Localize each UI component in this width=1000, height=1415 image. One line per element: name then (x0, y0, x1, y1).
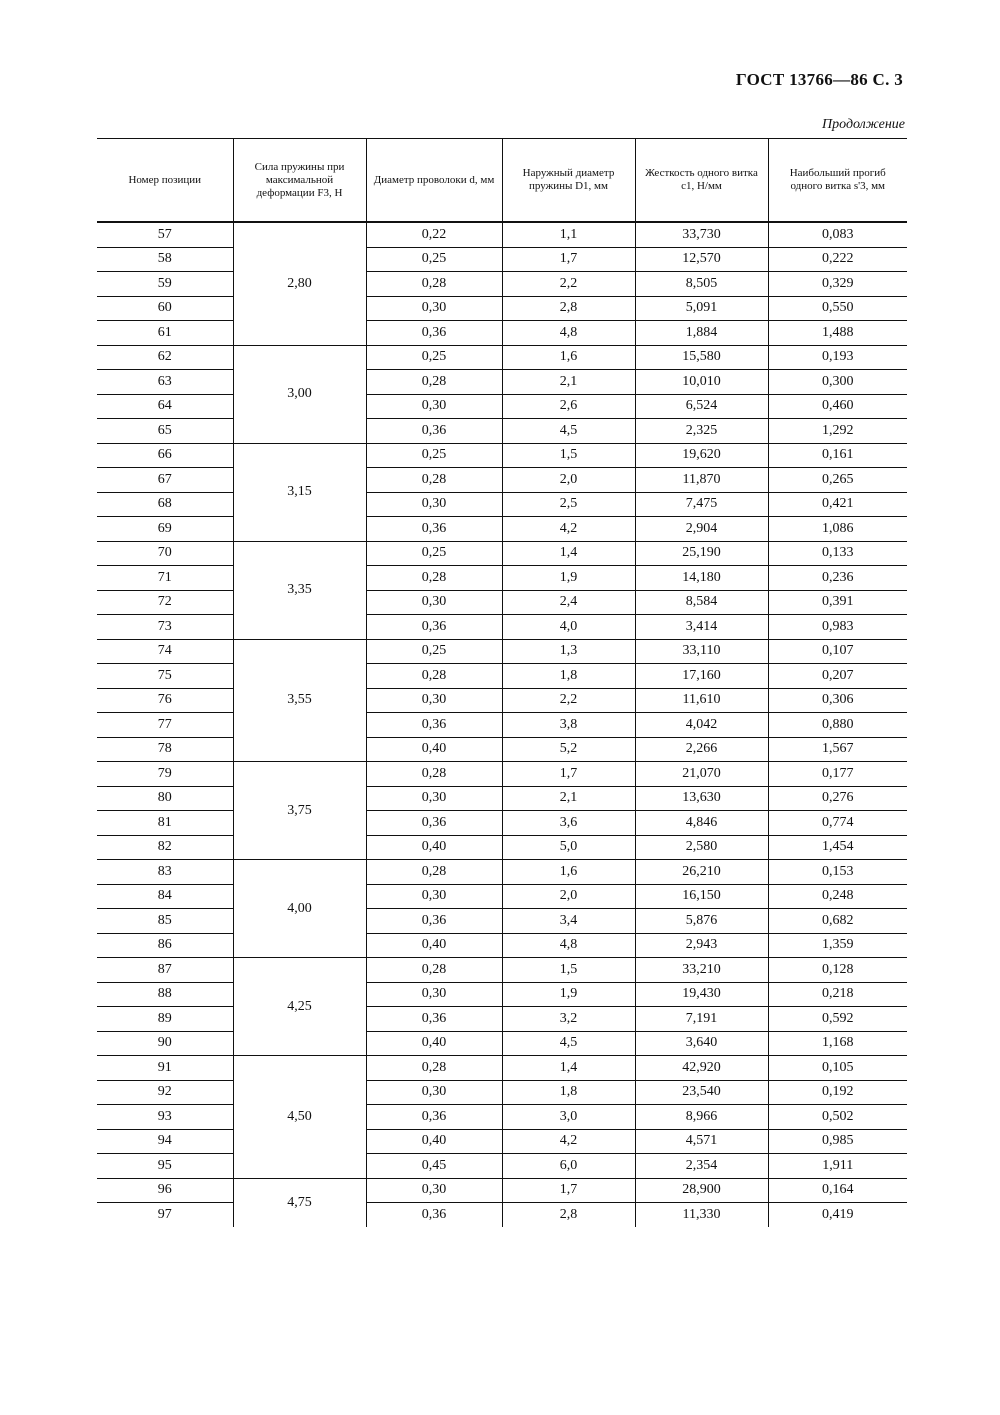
cell-stiffness: 2,325 (635, 419, 768, 444)
cell-wire-diameter: 0,30 (366, 688, 502, 713)
cell-force: 3,00 (233, 345, 366, 443)
table-row (97, 762, 907, 787)
column-header-deflection: Наибольший прогиб одного витка s'3, мм (768, 139, 907, 223)
cell-wire-diameter: 0,30 (366, 884, 502, 909)
cell-deflection: 0,083 (768, 222, 907, 247)
cell-stiffness: 17,160 (635, 664, 768, 689)
cell-stiffness: 1,884 (635, 321, 768, 346)
cell-outer-diameter: 1,8 (502, 1080, 635, 1105)
cell-position: 74 (97, 639, 233, 664)
cell-wire-diameter: 0,36 (366, 517, 502, 542)
column-header-outer-diameter: Наружный диаметр пружины D1, мм (502, 139, 635, 223)
cell-deflection: 0,107 (768, 639, 907, 664)
cell-stiffness: 16,150 (635, 884, 768, 909)
table-row (97, 786, 907, 811)
cell-outer-diameter: 1,4 (502, 1056, 635, 1081)
cell-stiffness: 4,846 (635, 811, 768, 836)
table-row (97, 394, 907, 419)
table-row (97, 884, 907, 909)
cell-wire-diameter: 0,28 (366, 860, 502, 885)
cell-wire-diameter: 0,28 (366, 1056, 502, 1081)
cell-deflection: 0,222 (768, 247, 907, 272)
cell-position: 61 (97, 321, 233, 346)
cell-deflection: 0,306 (768, 688, 907, 713)
cell-deflection: 0,207 (768, 664, 907, 689)
cell-stiffness: 4,571 (635, 1129, 768, 1154)
cell-stiffness: 15,580 (635, 345, 768, 370)
cell-deflection: 1,488 (768, 321, 907, 346)
table-row (97, 321, 907, 346)
cell-deflection: 0,265 (768, 468, 907, 493)
cell-force: 2,80 (233, 222, 366, 345)
cell-outer-diameter: 1,7 (502, 247, 635, 272)
table-row (97, 517, 907, 542)
cell-stiffness: 19,620 (635, 443, 768, 468)
cell-outer-diameter: 2,2 (502, 688, 635, 713)
cell-stiffness: 28,900 (635, 1178, 768, 1203)
cell-position: 93 (97, 1105, 233, 1130)
cell-deflection: 1,292 (768, 419, 907, 444)
cell-position: 96 (97, 1178, 233, 1203)
cell-wire-diameter: 0,30 (366, 492, 502, 517)
cell-stiffness: 8,966 (635, 1105, 768, 1130)
table-row (97, 713, 907, 738)
table-row (97, 1007, 907, 1032)
cell-position: 68 (97, 492, 233, 517)
table-row (97, 860, 907, 885)
cell-wire-diameter: 0,28 (366, 762, 502, 787)
table-row (97, 1031, 907, 1056)
cell-wire-diameter: 0,40 (366, 835, 502, 860)
cell-outer-diameter: 4,2 (502, 517, 635, 542)
cell-wire-diameter: 0,36 (366, 1105, 502, 1130)
column-header-position: Номер позиции (97, 139, 233, 223)
cell-wire-diameter: 0,30 (366, 1080, 502, 1105)
table-row (97, 345, 907, 370)
cell-stiffness: 5,091 (635, 296, 768, 321)
cell-outer-diameter: 1,6 (502, 345, 635, 370)
cell-deflection: 0,550 (768, 296, 907, 321)
table-row (97, 1129, 907, 1154)
cell-deflection: 1,454 (768, 835, 907, 860)
continuation-label: Продолжение (822, 117, 905, 132)
table-row (97, 247, 907, 272)
cell-deflection: 0,985 (768, 1129, 907, 1154)
cell-wire-diameter: 0,40 (366, 933, 502, 958)
cell-outer-diameter: 1,7 (502, 762, 635, 787)
cell-stiffness: 7,475 (635, 492, 768, 517)
cell-outer-diameter: 2,8 (502, 296, 635, 321)
cell-deflection: 0,218 (768, 982, 907, 1007)
cell-wire-diameter: 0,36 (366, 811, 502, 836)
cell-stiffness: 5,876 (635, 909, 768, 934)
cell-deflection: 0,105 (768, 1056, 907, 1081)
table-row (97, 1056, 907, 1081)
cell-outer-diameter: 2,1 (502, 370, 635, 395)
cell-force: 4,25 (233, 958, 366, 1056)
cell-stiffness: 11,610 (635, 688, 768, 713)
table-row (97, 443, 907, 468)
table-row (97, 664, 907, 689)
cell-outer-diameter: 3,6 (502, 811, 635, 836)
cell-stiffness: 2,904 (635, 517, 768, 542)
cell-position: 75 (97, 664, 233, 689)
cell-deflection: 1,567 (768, 737, 907, 762)
cell-outer-diameter: 3,8 (502, 713, 635, 738)
cell-wire-diameter: 0,25 (366, 443, 502, 468)
column-header-wire-diameter: Диаметр проволоки d, мм (366, 139, 502, 223)
cell-wire-diameter: 0,30 (366, 786, 502, 811)
cell-outer-diameter: 6,0 (502, 1154, 635, 1179)
cell-stiffness: 14,180 (635, 566, 768, 591)
cell-position: 67 (97, 468, 233, 493)
cell-wire-diameter: 0,30 (366, 1178, 502, 1203)
table-row (97, 1080, 907, 1105)
cell-position: 90 (97, 1031, 233, 1056)
table-row (97, 272, 907, 297)
cell-wire-diameter: 0,36 (366, 419, 502, 444)
cell-position: 78 (97, 737, 233, 762)
cell-position: 88 (97, 982, 233, 1007)
cell-deflection: 0,133 (768, 541, 907, 566)
cell-stiffness: 33,730 (635, 222, 768, 247)
cell-stiffness: 23,540 (635, 1080, 768, 1105)
cell-stiffness: 2,580 (635, 835, 768, 860)
cell-wire-diameter: 0,28 (366, 272, 502, 297)
cell-position: 62 (97, 345, 233, 370)
spring-parameters-table (97, 138, 907, 1227)
cell-stiffness: 3,414 (635, 615, 768, 640)
cell-position: 77 (97, 713, 233, 738)
cell-force: 4,00 (233, 860, 366, 958)
cell-outer-diameter: 4,8 (502, 321, 635, 346)
table-row (97, 835, 907, 860)
column-header-force: Сила пружины при максимальной деформации F3, Н (233, 139, 366, 223)
cell-wire-diameter: 0,30 (366, 296, 502, 321)
cell-wire-diameter: 0,45 (366, 1154, 502, 1179)
cell-outer-diameter: 1,8 (502, 664, 635, 689)
cell-position: 83 (97, 860, 233, 885)
cell-deflection: 0,391 (768, 590, 907, 615)
cell-stiffness: 7,191 (635, 1007, 768, 1032)
cell-wire-diameter: 0,40 (366, 1031, 502, 1056)
cell-force: 3,55 (233, 639, 366, 762)
cell-deflection: 0,153 (768, 860, 907, 885)
cell-position: 70 (97, 541, 233, 566)
cell-stiffness: 2,943 (635, 933, 768, 958)
cell-wire-diameter: 0,36 (366, 615, 502, 640)
cell-outer-diameter: 4,8 (502, 933, 635, 958)
cell-outer-diameter: 5,2 (502, 737, 635, 762)
cell-wire-diameter: 0,28 (366, 468, 502, 493)
cell-wire-diameter: 0,28 (366, 566, 502, 591)
cell-position: 79 (97, 762, 233, 787)
cell-force: 4,50 (233, 1056, 366, 1179)
cell-position: 87 (97, 958, 233, 983)
cell-force: 3,15 (233, 443, 366, 541)
cell-outer-diameter: 2,0 (502, 468, 635, 493)
cell-stiffness: 25,190 (635, 541, 768, 566)
table-row (97, 590, 907, 615)
cell-position: 66 (97, 443, 233, 468)
table-body (97, 222, 907, 1227)
cell-wire-diameter: 0,25 (366, 247, 502, 272)
cell-stiffness: 13,630 (635, 786, 768, 811)
cell-stiffness: 6,524 (635, 394, 768, 419)
cell-position: 97 (157, 1206, 172, 1222)
table-row (97, 933, 907, 958)
table-row (97, 492, 907, 517)
cell-wire-diameter: 0,40 (366, 1129, 502, 1154)
cell-deflection: 0,682 (768, 909, 907, 934)
table-row (97, 468, 907, 493)
cell-position: 69 (97, 517, 233, 542)
cell-wire-diameter: 0,30 (366, 394, 502, 419)
cell-force: 4,75 (233, 1178, 366, 1227)
cell-stiffness: 21,070 (635, 762, 768, 787)
cell-position: 95 (97, 1154, 233, 1179)
cell-deflection: 1,359 (768, 933, 907, 958)
table-row (97, 737, 907, 762)
cell-position: 76 (97, 688, 233, 713)
cell-outer-diameter: 1,9 (502, 566, 635, 591)
cell-outer-diameter: 4,5 (502, 1031, 635, 1056)
cell-outer-diameter: 1,7 (502, 1178, 635, 1203)
cell-deflection: 1,168 (768, 1031, 907, 1056)
cell-wire-diameter: 0,28 (366, 958, 502, 983)
cell-outer-diameter: 2,6 (502, 394, 635, 419)
cell-position: 60 (97, 296, 233, 321)
cell-position: 72 (97, 590, 233, 615)
cell-deflection: 0,419 (768, 1203, 907, 1227)
cell-stiffness: 42,920 (635, 1056, 768, 1081)
cell-outer-diameter: 3,0 (502, 1105, 635, 1130)
cell-deflection: 0,248 (768, 884, 907, 909)
table-row (97, 296, 907, 321)
table-row (97, 688, 907, 713)
table-row (97, 419, 907, 444)
cell-stiffness: 8,505 (635, 272, 768, 297)
cell-outer-diameter: 1,6 (502, 860, 635, 885)
cell-stiffness: 4,042 (635, 713, 768, 738)
cell-wire-diameter: 0,25 (366, 541, 502, 566)
cell-wire-diameter: 0,36 (366, 909, 502, 934)
cell-position: 64 (97, 394, 233, 419)
cell-wire-diameter: 0,28 (366, 370, 502, 395)
cell-stiffness: 33,110 (635, 639, 768, 664)
cell-outer-diameter: 2,4 (502, 590, 635, 615)
cell-outer-diameter: 2,1 (502, 786, 635, 811)
cell-position: 85 (97, 909, 233, 934)
cell-position: 91 (97, 1056, 233, 1081)
cell-deflection: 0,421 (768, 492, 907, 517)
cell-deflection: 0,329 (768, 272, 907, 297)
cell-outer-diameter: 1,1 (502, 222, 635, 247)
cell-stiffness: 12,570 (635, 247, 768, 272)
cell-wire-diameter: 0,28 (366, 664, 502, 689)
cell-position: 65 (97, 419, 233, 444)
cell-position: 86 (97, 933, 233, 958)
cell-stiffness: 33,210 (635, 958, 768, 983)
cell-wire-diameter: 0,40 (366, 737, 502, 762)
table-row (97, 1178, 907, 1203)
table-row (97, 982, 907, 1007)
cell-outer-diameter: 2,0 (502, 884, 635, 909)
cell-deflection: 0,193 (768, 345, 907, 370)
cell-deflection: 0,502 (768, 1105, 907, 1130)
cell-outer-diameter: 3,2 (502, 1007, 635, 1032)
table-row (97, 958, 907, 983)
cell-deflection: 0,164 (768, 1178, 907, 1203)
cell-wire-diameter: 0,36 (366, 321, 502, 346)
table-row (97, 566, 907, 591)
cell-deflection: 0,276 (768, 786, 907, 811)
cell-position: 94 (97, 1129, 233, 1154)
cell-stiffness: 2,266 (635, 737, 768, 762)
cell-outer-diameter: 4,2 (502, 1129, 635, 1154)
cell-outer-diameter: 2,2 (502, 272, 635, 297)
cell-deflection: 0,177 (768, 762, 907, 787)
cell-outer-diameter: 5,0 (502, 835, 635, 860)
table-row (97, 370, 907, 395)
cell-wire-diameter: 0,36 (366, 1007, 502, 1032)
cell-wire-diameter: 0,36 (366, 1203, 502, 1227)
cell-wire-diameter: 0,30 (366, 590, 502, 615)
cell-stiffness: 8,584 (635, 590, 768, 615)
cell-stiffness: 2,354 (635, 1154, 768, 1179)
cell-position: 81 (97, 811, 233, 836)
cell-position: 59 (97, 272, 233, 297)
cell-wire-diameter: 0,25 (366, 639, 502, 664)
table-row (97, 541, 907, 566)
column-header-stiffness: Жесткость одного витка c1, Н/мм (635, 139, 768, 223)
cell-deflection: 0,460 (768, 394, 907, 419)
cell-deflection: 0,192 (768, 1080, 907, 1105)
cell-position: 57 (97, 222, 233, 247)
cell-deflection: 1,911 (768, 1154, 907, 1179)
document-code: ГОСТ 13766—86 С. 3 (735, 70, 903, 89)
cell-outer-diameter: 1,4 (502, 541, 635, 566)
table-header-row (97, 139, 907, 223)
table-row (97, 615, 907, 640)
cell-stiffness: 19,430 (635, 982, 768, 1007)
cell-position: 82 (97, 835, 233, 860)
cell-outer-diameter: 1,5 (502, 443, 635, 468)
cell-wire-diameter: 0,22 (366, 222, 502, 247)
cell-stiffness: 11,870 (635, 468, 768, 493)
cell-position: 89 (97, 1007, 233, 1032)
cell-deflection: 0,161 (768, 443, 907, 468)
cell-outer-diameter: 1,3 (502, 639, 635, 664)
cell-position: 92 (97, 1080, 233, 1105)
table-row (97, 909, 907, 934)
cell-outer-diameter: 4,5 (502, 419, 635, 444)
cell-outer-diameter: 4,0 (502, 615, 635, 640)
cell-stiffness: 3,640 (635, 1031, 768, 1056)
table-row (97, 222, 907, 247)
cell-deflection: 0,592 (768, 1007, 907, 1032)
cell-wire-diameter: 0,36 (366, 713, 502, 738)
cell-stiffness: 11,330 (635, 1203, 768, 1227)
cell-deflection: 0,236 (768, 566, 907, 591)
cell-outer-diameter: 1,5 (502, 958, 635, 983)
cell-position: 71 (97, 566, 233, 591)
cell-deflection: 1,086 (768, 517, 907, 542)
cell-position: 80 (97, 786, 233, 811)
cell-deflection: 0,774 (768, 811, 907, 836)
cell-position: 58 (97, 247, 233, 272)
cell-deflection: 0,300 (768, 370, 907, 395)
table-row (97, 639, 907, 664)
cell-wire-diameter: 0,30 (366, 982, 502, 1007)
table-row (97, 1105, 907, 1130)
cell-deflection: 0,880 (768, 713, 907, 738)
cell-outer-diameter: 3,4 (502, 909, 635, 934)
table-row (97, 1154, 907, 1179)
cell-outer-diameter: 1,9 (502, 982, 635, 1007)
table-row (97, 811, 907, 836)
table-row (97, 1203, 907, 1227)
cell-stiffness: 26,210 (635, 860, 768, 885)
cell-stiffness: 10,010 (635, 370, 768, 395)
cell-position: 84 (97, 884, 233, 909)
cell-position: 63 (97, 370, 233, 395)
cell-position: 73 (97, 615, 233, 640)
cell-deflection: 0,983 (768, 615, 907, 640)
cell-outer-diameter: 2,8 (502, 1203, 635, 1227)
cell-force: 3,75 (233, 762, 366, 860)
cell-force: 3,35 (233, 541, 366, 639)
cell-deflection: 0,128 (768, 958, 907, 983)
cell-outer-diameter: 2,5 (502, 492, 635, 517)
cell-wire-diameter: 0,25 (366, 345, 502, 370)
